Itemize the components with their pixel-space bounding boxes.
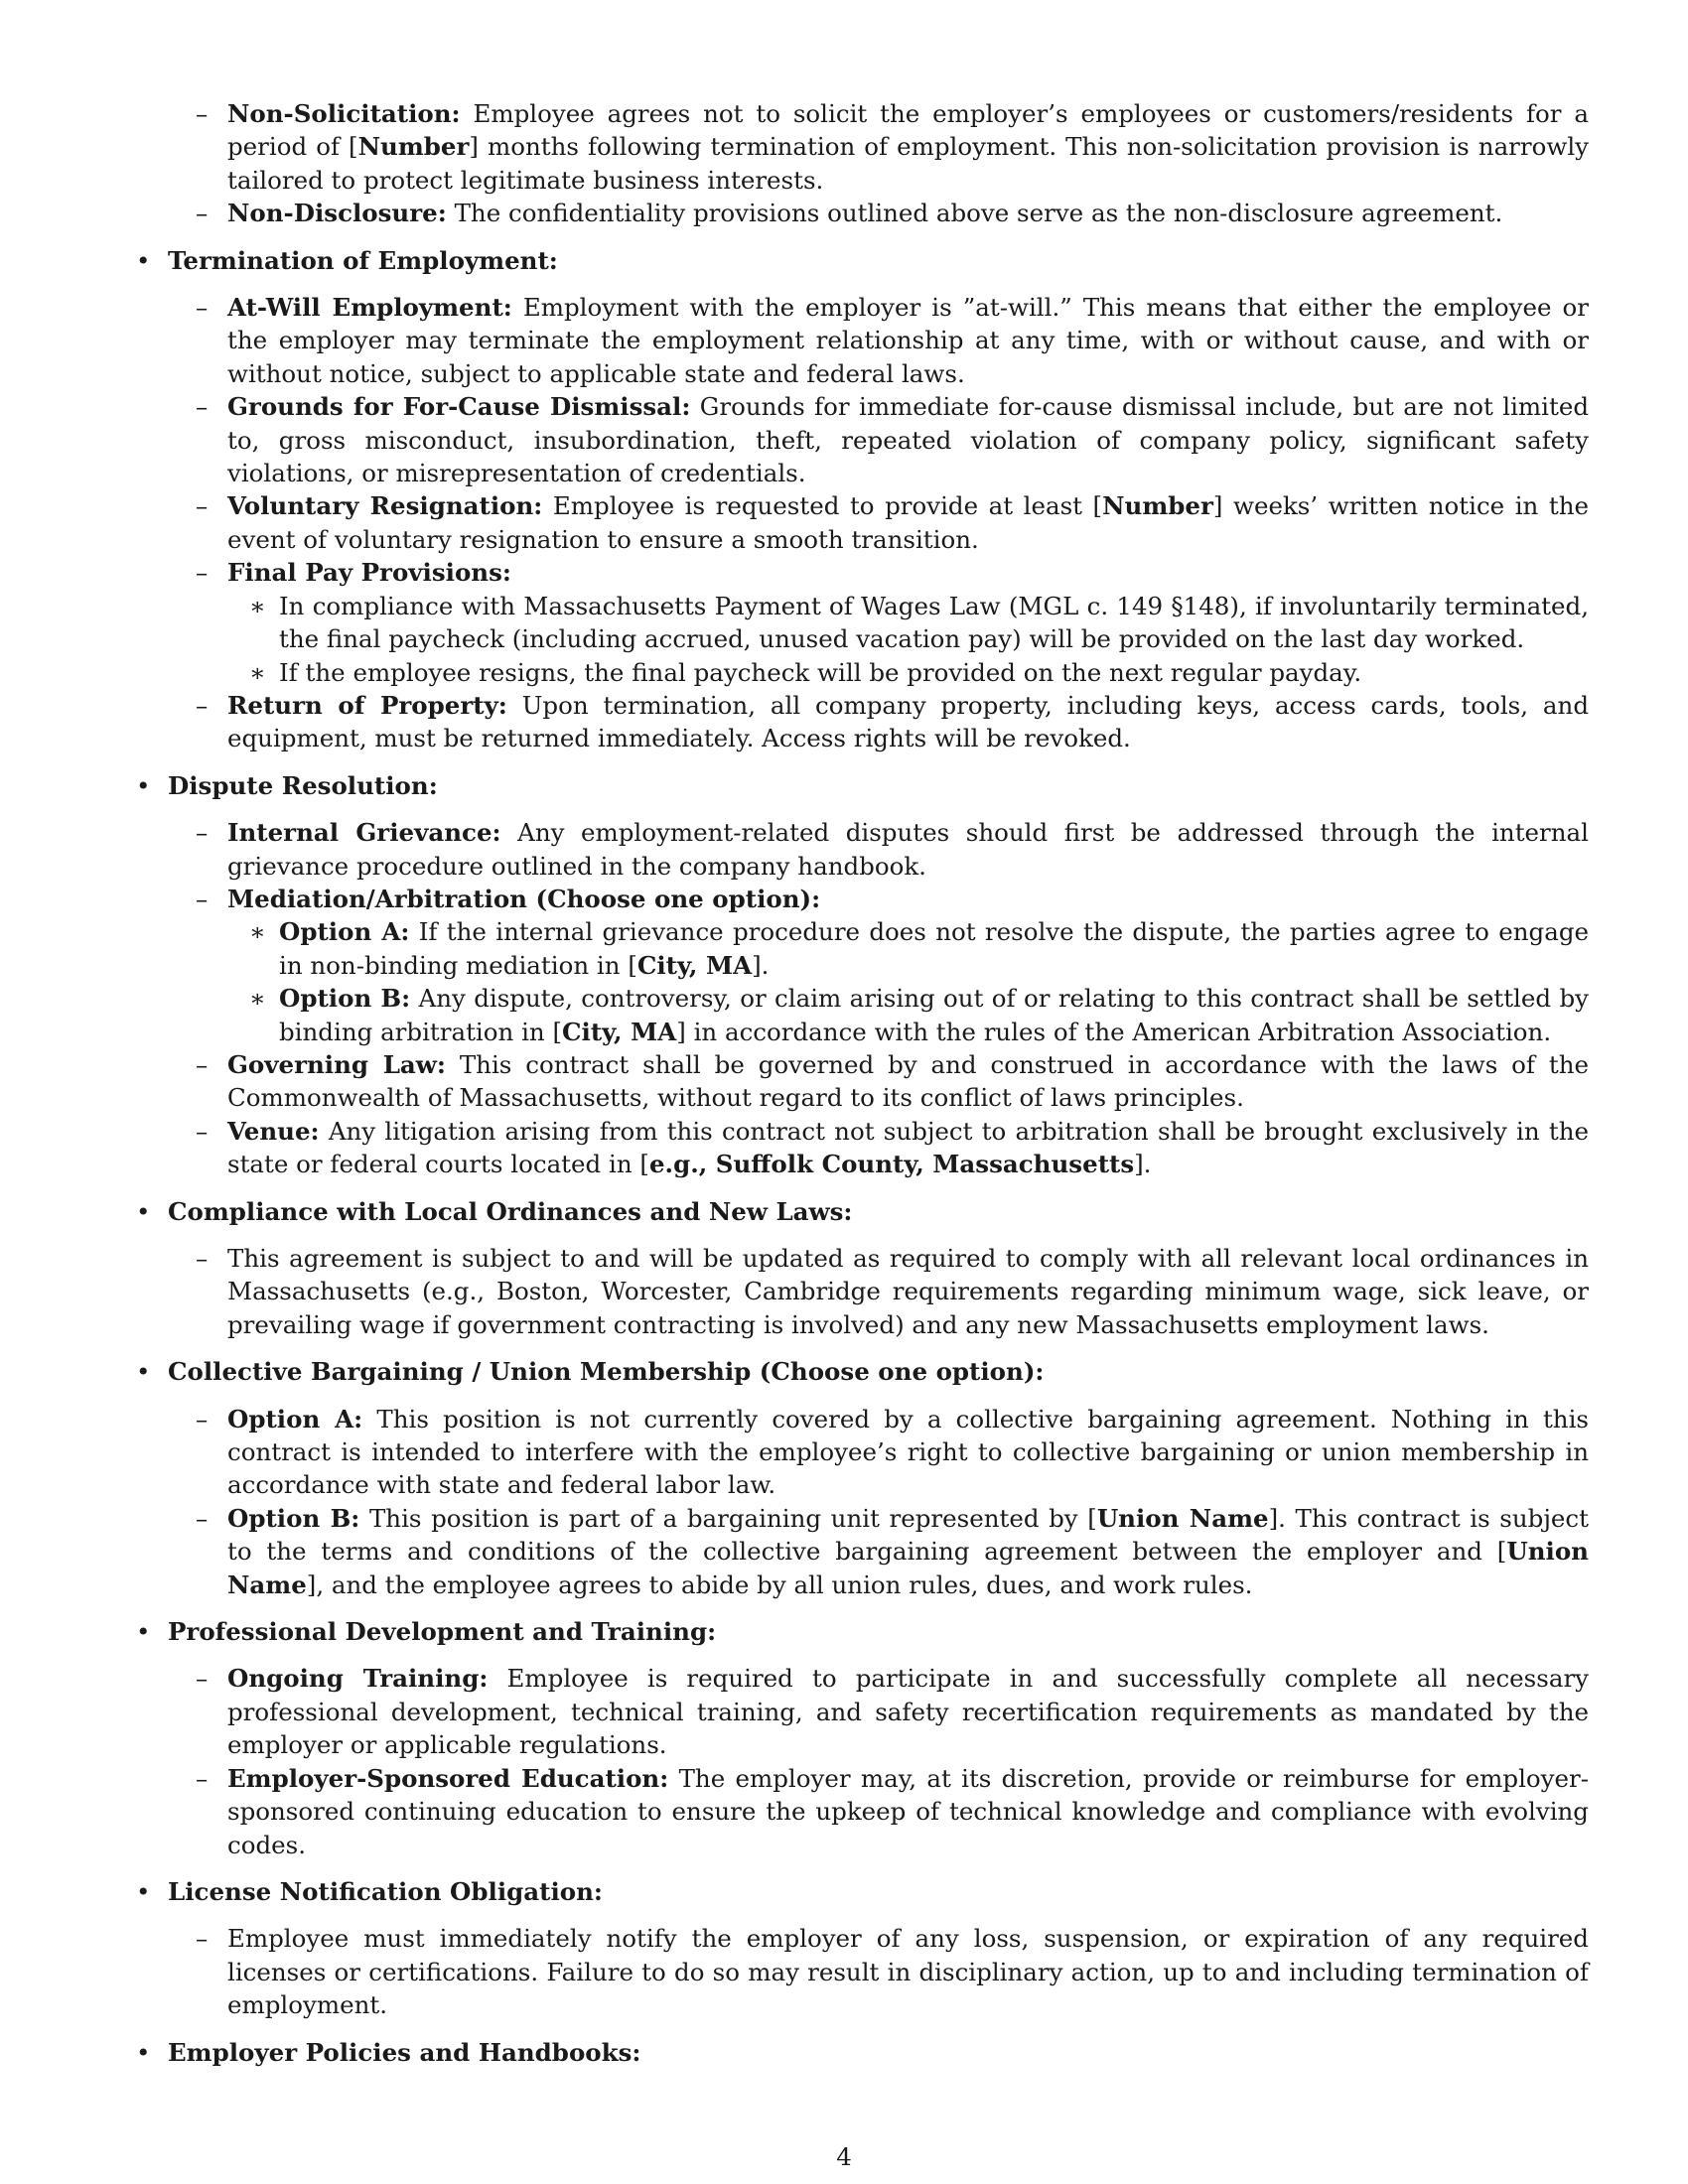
list-item-ongoing-training: – Ongoing Training: Employee is required to participate in and successfully complete all necessary professional development, technical training, and safety recertification requirements as mandated by the employer or applicable regulations. xyxy=(196,1664,1589,1760)
compliance-list xyxy=(132,1242,1589,1341)
page-number: 4 xyxy=(836,2142,852,2171)
section-termination xyxy=(132,244,1589,277)
list-item-resignation: – Voluntary Resignation: Employee is requested to provide at least [Number] weeks’ written notice in the event of voluntary resignation to ensure a smooth transition. xyxy=(196,491,1589,554)
license-list xyxy=(132,1922,1589,2021)
list-item-license: – Employee must immediately notify the employer of any loss, suspension, or expiration of any required licenses or certifications. Failure to do so may result in disciplinary action, up to and including termination of employment. xyxy=(196,1924,1589,2020)
section-dispute: • Dispute Resolution: xyxy=(136,770,438,800)
list-item-non-solicitation: – Non-Solicitation: Employee agrees not to solicit the employer’s employees or customers/residents for a period of [Number] months following termination of employment. This non-solicitation provision is narrowly tailored to protect legitimate business interests. xyxy=(196,99,1589,195)
section-heading: Termination of Employment: xyxy=(168,245,558,275)
list-item-grievance: – Internal Grievance: Any employment-related disputes should first be addressed through the internal grievance procedure outlined in the company handbook. xyxy=(196,818,1589,881)
dash-marker: – xyxy=(196,99,209,128)
dash-marker: – xyxy=(196,199,209,228)
section-heading: Collective Bargaining / Union Membership (Choose one option): xyxy=(168,1357,1045,1387)
list-item-for-cause: – Grounds for For-Cause Dismissal: Grounds for immediate for-cause dismissal include, but are not limited to, gross misconduct, insubordination, theft, repeated violation of company policy, significant safety violations, or misrepresentation of credentials. xyxy=(196,392,1590,488)
section-training: • Professional Development and Training: xyxy=(136,1617,717,1647)
dispute-list xyxy=(132,816,1589,1180)
list-item-venue: – Venue: Any litigation arising from this contract not subject to arbitration shall be brought exclusively in the state or federal courts located in [e.g., Suffolk County, Massachusetts]. xyxy=(196,1116,1589,1179)
section-heading: Employer Policies and Handbooks: xyxy=(168,2037,641,2067)
list-item-return-property: – Return of Property: Upon termination, all company property, including keys, access cards, tools, and equipment, must be returned immediately. Access rights will be revoked. xyxy=(196,690,1589,753)
list-item-mediation-option-a: ∗ Option A: If the internal grievance procedure does not resolve the dispute, the parties agree to engage in non-binding mediation in [City, MA]. xyxy=(249,917,1589,980)
continued-list xyxy=(132,97,1589,230)
section-license: • License Notification Obligation: xyxy=(136,1876,603,1906)
list-item-union-option-a: – Option A: This position is not currently covered by a collective bargaining agreement. Nothing in this contract is intended to interfere with the employee’s right to collective bargaining or union membership in accordance with state and federal labor law. xyxy=(196,1404,1589,1500)
list-item-final-pay-resign: ∗ If the employee resigns, the final paycheck will be provided on the next regular payday. xyxy=(249,657,1362,687)
union-list xyxy=(132,1403,1589,1601)
page-content xyxy=(132,97,1589,2069)
list-item-at-will: – At-Will Employment: Employment with the employer is ”at-will.” This means that either the employee or the employer may terminate the employment relationship at any time, with or without cause, and with or without notice, subject to applicable state and federal laws. xyxy=(196,293,1589,388)
section-heading: Compliance with Local Ordinances and New Laws: xyxy=(168,1196,853,1226)
list-item-non-disclosure: – Non-Disclosure: The confidentiality provisions outlined above serve as the non-disclosure agreement. xyxy=(132,197,1589,229)
section-compliance: • Compliance with Local Ordinances and New Laws: xyxy=(136,1196,853,1226)
section-heading: Dispute Resolution: xyxy=(168,770,438,800)
training-list xyxy=(132,1662,1589,1860)
termination-list xyxy=(132,291,1589,755)
list-item-union-option-b: – Option B: This position is part of a bargaining unit represented by [Union Name]. This contract is subject to the terms and conditions of the collective bargaining agreement between the employer and [Union Name], and the employee agrees to abide by all union rules, dues, and work rules. xyxy=(196,1503,1589,1599)
list-item-sponsored-education: – Employer-Sponsored Education: The employer may, at its discretion, provide or reimburse for employer-sponsored continuing education to ensure the upkeep of technical knowledge and compliance with evolving codes. xyxy=(196,1763,1589,1859)
section-heading: Professional Development and Training: xyxy=(168,1617,717,1647)
list-item-compliance: – This agreement is subject to and will be updated as required to comply with all relevant local ordinances in Massachusetts (e.g., Boston, Worcester, Cambridge requirements regarding minimum wage, sick leave, or prevailing wage if government contracting is involved) and any new Massachusetts employment laws. xyxy=(196,1244,1589,1339)
list-item-mediation-option-b: ∗ Option B: Any dispute, controversy, or claim arising out of or relating to this contract shall be settled by binding arbitration in [City, MA] in accordance with the rules of the American Arbitration Association. xyxy=(249,984,1589,1046)
bullet-marker: • xyxy=(136,245,151,275)
list-item-final-pay-involuntary: ∗ In compliance with Massachusetts Payment of Wages Law (MGL c. 149 §148), if involuntarily terminated, the final paycheck (including accrued, unused vacation pay) will be provided on the last day worked. xyxy=(249,591,1589,654)
list-item-final-pay: – Final Pay Provisions: xyxy=(196,558,511,588)
section-heading: License Notification Obligation: xyxy=(168,1876,603,1906)
section-policies: • Employer Policies and Handbooks: xyxy=(136,2037,641,2067)
list-item-governing-law: – Governing Law: This contract shall be governed by and construed in accordance with the laws of the Commonwealth of Massachusetts, without regard to its conflict of laws principles. xyxy=(196,1049,1589,1113)
list-item-mediation: – Mediation/Arbitration (Choose one option): xyxy=(196,884,821,913)
section-union: • Collective Bargaining / Union Membership (Choose one option): xyxy=(136,1357,1045,1387)
